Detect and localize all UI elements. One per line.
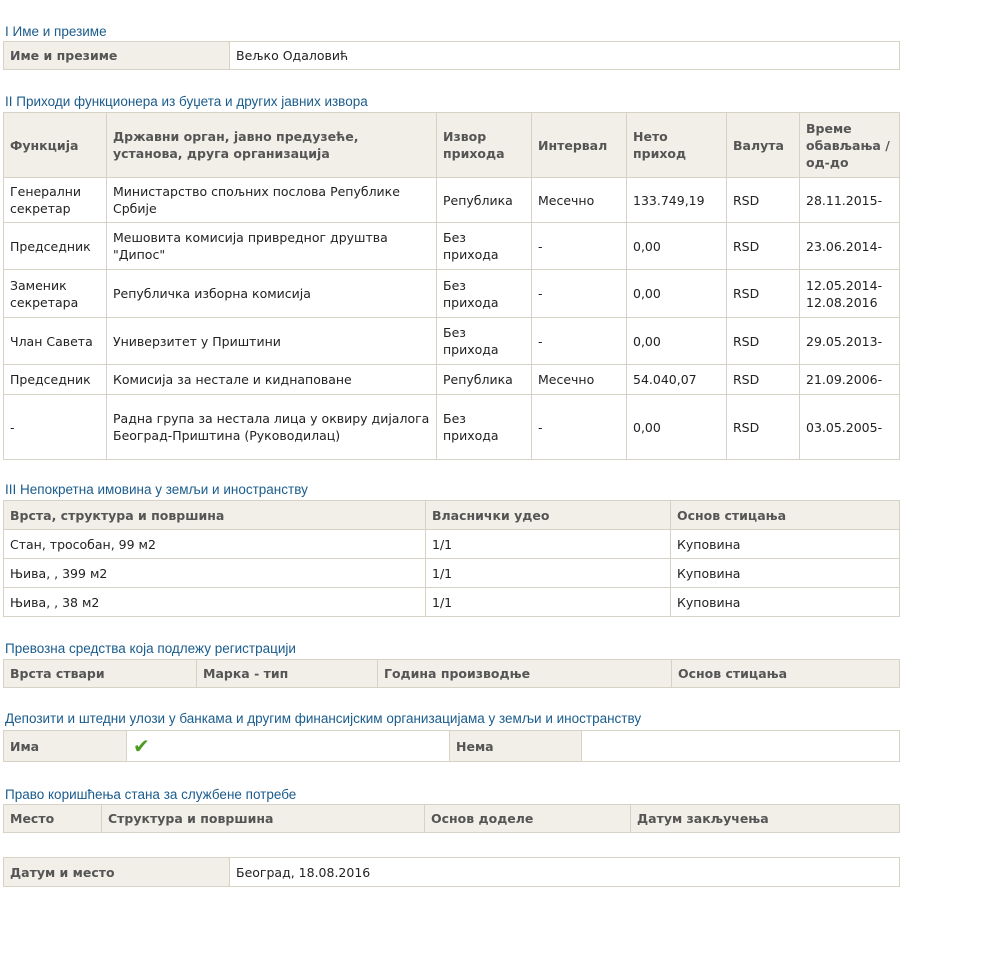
- table-row: [4, 178, 900, 223]
- property-cell: Њива, , 38 м2: [4, 588, 426, 617]
- vehicles-header-year: Година производње: [378, 660, 672, 688]
- income-cell: Месечно: [532, 365, 627, 395]
- income-cell: 12.05.2014-12.08.2016: [800, 270, 900, 318]
- income-cell: RSD: [727, 365, 800, 395]
- property-cell: 1/1: [426, 559, 671, 588]
- table-row: [4, 588, 900, 617]
- income-cell: Без прихода: [437, 318, 532, 365]
- vehicles-header-basis: Основ стицања: [672, 660, 900, 688]
- income-cell: RSD: [727, 178, 800, 223]
- section-name-title: I Име и презиме: [5, 24, 107, 39]
- name-table: [3, 41, 900, 70]
- property-table: [3, 500, 900, 617]
- property-header-type: Врста, структура и површина: [4, 501, 426, 530]
- income-cell: Република: [437, 365, 532, 395]
- income-cell: 0,00: [627, 223, 727, 270]
- table-row: [4, 365, 900, 395]
- property-cell: Куповина: [671, 559, 900, 588]
- income-header-interval: Интервал: [532, 113, 627, 178]
- income-cell: -: [4, 395, 107, 460]
- income-cell: 03.05.2005-: [800, 395, 900, 460]
- income-cell: RSD: [727, 223, 800, 270]
- income-cell: 0,00: [627, 318, 727, 365]
- income-cell: Заменик секретара: [4, 270, 107, 318]
- income-cell: RSD: [727, 395, 800, 460]
- income-cell: -: [532, 395, 627, 460]
- date-place-value: Београд, 18.08.2016: [230, 858, 900, 887]
- deposits-table: [3, 730, 900, 762]
- income-header-function: Функција: [4, 113, 107, 178]
- section-vehicles-title: Превозна средства која подлежу регистрацији: [5, 641, 296, 656]
- name-label: Име и презиме: [4, 42, 230, 70]
- income-table: [3, 112, 900, 460]
- deposits-has-label: Има: [4, 731, 127, 762]
- income-cell: 29.05.2013-: [800, 318, 900, 365]
- income-cell: Председник: [4, 223, 107, 270]
- property-cell: Стан, трособан, 99 м2: [4, 530, 426, 559]
- income-cell: -: [532, 270, 627, 318]
- vehicles-table: [3, 659, 900, 688]
- apartment-header-structure: Структура и површина: [102, 805, 425, 833]
- income-cell: 0,00: [627, 270, 727, 318]
- table-row: [4, 395, 900, 460]
- property-cell: 1/1: [426, 530, 671, 559]
- table-row: [4, 223, 900, 270]
- income-header-currency: Валута: [727, 113, 800, 178]
- income-cell: RSD: [727, 318, 800, 365]
- income-cell: Министарство спољних послова Републике Србије: [107, 178, 437, 223]
- income-cell: Универзитет у Приштини: [107, 318, 437, 365]
- date-place-table: [3, 857, 900, 887]
- section-property-title: III Непокретна имовина у земљи и иностранству: [5, 482, 308, 497]
- income-cell: 28.11.2015-: [800, 178, 900, 223]
- income-cell: Без прихода: [437, 223, 532, 270]
- property-header-basis: Основ стицања: [671, 501, 900, 530]
- section-deposits-title: Депозити и штедни улози у банкама и другим финансијским организацијама у земљи и иностранству: [5, 711, 642, 726]
- vehicles-header-type: Врста ствари: [4, 660, 197, 688]
- section-apartment-title: Право коришћења стана за службене потребе: [5, 787, 297, 802]
- income-cell: Без прихода: [437, 270, 532, 318]
- apartment-header-basis: Основ доделе: [425, 805, 631, 833]
- property-cell: 1/1: [426, 588, 671, 617]
- table-row: [4, 530, 900, 559]
- checkmark-icon: ✔: [133, 733, 150, 758]
- income-header-period: Време обављања / од-до: [800, 113, 900, 178]
- income-header-source: Извор прихода: [437, 113, 532, 178]
- property-cell: Куповина: [671, 588, 900, 617]
- income-cell: 21.09.2006-: [800, 365, 900, 395]
- table-row: [4, 559, 900, 588]
- property-cell: Њива, , 399 м2: [4, 559, 426, 588]
- income-cell: 23.06.2014-: [800, 223, 900, 270]
- income-cell: Председник: [4, 365, 107, 395]
- income-cell: Република: [437, 178, 532, 223]
- income-cell: Члан Савета: [4, 318, 107, 365]
- income-cell: RSD: [727, 270, 800, 318]
- income-cell: -: [532, 318, 627, 365]
- property-cell: Куповина: [671, 530, 900, 559]
- vehicles-header-model: Марка - тип: [197, 660, 378, 688]
- deposits-has-value: [127, 731, 450, 762]
- income-cell: 0,00: [627, 395, 727, 460]
- income-cell: 54.040,07: [627, 365, 727, 395]
- deposits-none-label: Нема: [450, 731, 582, 762]
- income-cell: Радна група за нестала лица у оквиру дијалога Београд-Приштина (Руководилац): [107, 395, 437, 460]
- income-cell: 133.749,19: [627, 178, 727, 223]
- apartment-header-date: Датум закључења: [631, 805, 900, 833]
- deposits-none-value: [582, 731, 900, 762]
- table-row: [4, 318, 900, 365]
- section-income-title: II Приходи функционера из буџета и других јавних извора: [5, 94, 368, 109]
- income-cell: Републичка изборна комисија: [107, 270, 437, 318]
- date-place-label: Датум и место: [4, 858, 230, 887]
- income-cell: Без прихода: [437, 395, 532, 460]
- apartment-table: [3, 804, 900, 833]
- income-cell: Комисија за нестале и киднаповане: [107, 365, 437, 395]
- property-header-share: Власнички удео: [426, 501, 671, 530]
- income-header-organization: Државни орган, јавно предузеће, установа, друга организација: [107, 113, 437, 178]
- income-header-net: Нето приход: [627, 113, 727, 178]
- income-cell: Месечно: [532, 178, 627, 223]
- apartment-header-place: Место: [4, 805, 102, 833]
- table-row: [4, 270, 900, 318]
- income-cell: Генерални секретар: [4, 178, 107, 223]
- name-value: Вељко Одаловић: [230, 42, 900, 70]
- income-cell: Мешовита комисија привредног друштва "Дипос": [107, 223, 437, 270]
- income-cell: -: [532, 223, 627, 270]
